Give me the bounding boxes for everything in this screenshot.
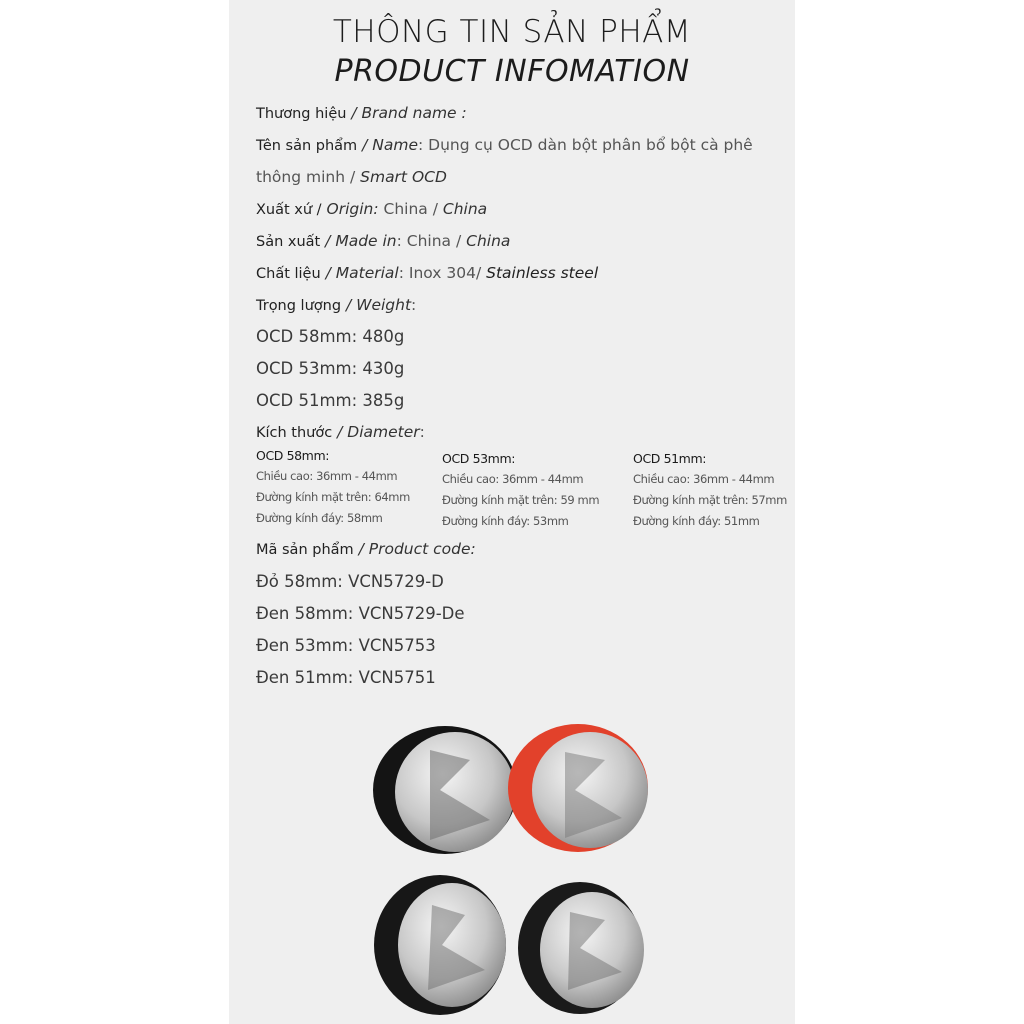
product-photo (360, 720, 660, 1020)
diameter-label-en: / Diameter (337, 423, 420, 441)
column-top-diameter: Đường kính mặt trên: 64mm (256, 490, 410, 504)
diameter-colon: : (419, 423, 425, 441)
brand-row (256, 104, 467, 122)
origin-row (256, 200, 487, 218)
name-value-2: thông minh / (256, 168, 356, 186)
brand-label: Thương hiệu (256, 106, 347, 122)
column-bottom-diameter: Đường kính đáy: 58mm (256, 511, 383, 525)
column-top-diameter: Đường kính mặt trên: 57mm (633, 493, 787, 507)
code-item: Đen 58mm: VCN5729-De (256, 604, 465, 623)
weight-label: Trọng lượng (256, 298, 342, 314)
origin-label: Xuất xứ / (256, 202, 322, 218)
material-value-en: Stainless steel (486, 264, 599, 282)
material-row (256, 264, 598, 282)
code-label-en: / Product code: (358, 540, 476, 558)
made-value: : China / (396, 232, 462, 250)
diameter-column-53 (442, 448, 599, 532)
weight-row (256, 296, 416, 314)
weight-item: OCD 53mm: 430g (256, 359, 405, 378)
column-title: OCD 51mm: (633, 451, 707, 466)
black-ocd-53-image (374, 875, 506, 1015)
column-title: OCD 53mm: (442, 451, 516, 466)
red-ocd-58-image (508, 724, 648, 852)
origin-label-en: Origin: (326, 200, 379, 218)
black-ocd-58-image (373, 726, 517, 854)
diameter-column-51 (633, 448, 787, 532)
code-label: Mã sản phẩm (256, 542, 354, 558)
black-ocd-51-image (518, 882, 644, 1014)
material-label: Chất liệu (256, 266, 321, 282)
page-subtitle: PRODUCT INFOMATION (334, 54, 690, 89)
column-height: Chiều cao: 36mm - 44mm (633, 472, 775, 486)
diameter-label: Kích thước (256, 425, 333, 441)
diameter-column-58 (256, 445, 410, 529)
code-item: Đen 53mm: VCN5753 (256, 636, 436, 655)
page-title: THÔNG TIN SẢN PHẨM (332, 14, 692, 50)
code-item: Đen 51mm: VCN5751 (256, 668, 436, 687)
column-height: Chiều cao: 36mm - 44mm (442, 472, 584, 486)
column-top-diameter: Đường kính mặt trên: 59 mm (442, 493, 600, 507)
column-bottom-diameter: Đường kính đáy: 53mm (442, 514, 569, 528)
brand-label-en: / Brand name : (351, 104, 467, 122)
code-item: Đỏ 58mm: VCN5729-D (256, 572, 444, 591)
origin-value-en: China (442, 200, 488, 218)
made-value-en: China (466, 232, 511, 250)
name-value: : Dụng cụ OCD dàn bột phân bổ bột cà phê (418, 136, 753, 154)
material-value: : Inox 304/ (398, 264, 482, 282)
made-label-en: / Made in (325, 232, 397, 250)
column-title: OCD 58mm: (256, 448, 330, 463)
name-value-2-en: Smart OCD (360, 168, 447, 186)
name-label: Tên sản phẩm (256, 138, 358, 154)
weight-colon: : (411, 296, 417, 314)
name-row-2 (256, 168, 447, 186)
name-label-en: / Name (362, 136, 419, 154)
weight-item: OCD 51mm: 385g (256, 391, 405, 410)
diameter-row (256, 423, 425, 441)
weight-item: OCD 58mm: 480g (256, 327, 405, 346)
code-row (256, 540, 476, 558)
name-row (256, 136, 753, 154)
made-label: Sản xuất (256, 234, 321, 250)
column-bottom-diameter: Đường kính đáy: 51mm (633, 514, 760, 528)
material-label-en: / Material (325, 264, 399, 282)
column-height: Chiều cao: 36mm - 44mm (256, 469, 398, 483)
made-row (256, 232, 510, 250)
weight-label-en: / Weight (345, 296, 412, 314)
origin-value: China / (383, 200, 438, 218)
